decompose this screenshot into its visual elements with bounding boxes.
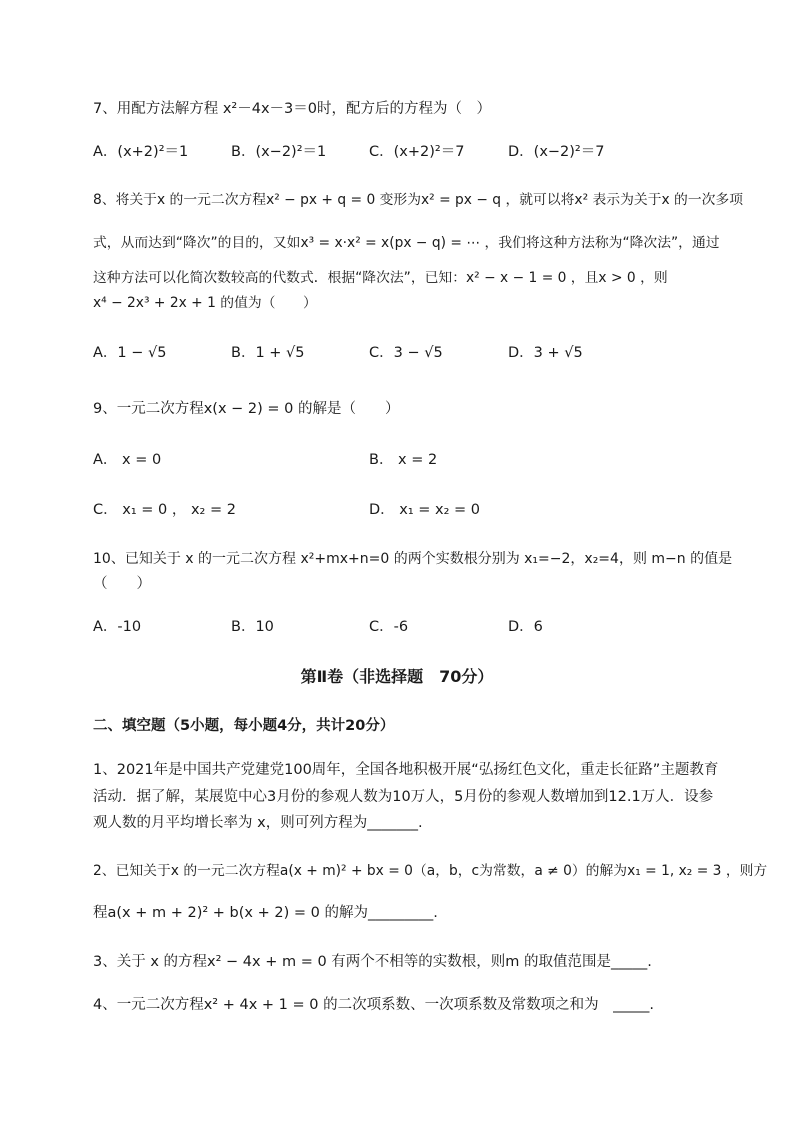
q10-option-a: A．-10 xyxy=(93,619,142,635)
part-2-title: 第Ⅱ卷（非选择题 70分） xyxy=(300,667,494,686)
q9-option-c: C． x₁ = 0 ， x₂ = 2 xyxy=(93,502,236,518)
q9-stem: 9、一元二次方程x(x − 2) = 0 的解是（ ） xyxy=(93,401,400,417)
q9-option-d: D． x₁ = x₂ = 0 xyxy=(369,502,481,518)
q8-option-c: C．3 − √5 xyxy=(369,345,443,361)
q9-option-a: A． x = 0 xyxy=(93,452,162,468)
fill-2-line-1: 2、已知关于x 的一元二次方程a(x + m)² + bx = 0（a，b，c为常数，a ≠ 0）的解为x₁ = 1, x₂ = 3 ，则方 xyxy=(93,863,768,879)
q7-option-d: D．(x−2)²＝7 xyxy=(508,144,605,160)
fill-1-line-3: 观人数的月平均增长率为 x，则可列方程为_______. xyxy=(93,815,423,831)
q8-stem-line-2: 式，从而达到“降次”的目的，又如x³ = x·x² = x(px − q) = ⋯ ，我们将这种方法称为“降次法”，通过 xyxy=(93,235,720,251)
q8-stem-line-4: x⁴ − 2x³ + 2x + 1 的值为（ ） xyxy=(93,295,317,311)
fill-1-line-1: 1、2021年是中国共产党建党100周年，全国各地积极开展“弘扬红色文化，重走长征路”主题教育 xyxy=(93,762,719,778)
fill-4-line-1: 4、一元二次方程x² + 4x + 1 = 0 的二次项系数、一次项系数及常数项之和为 _____. xyxy=(93,997,654,1013)
q7-option-a: A．(x+2)²＝1 xyxy=(93,144,189,160)
q9-option-b: B． x = 2 xyxy=(369,452,438,468)
q7-option-b: B．(x−2)²＝1 xyxy=(231,144,327,160)
q8-option-d: D．3 + √5 xyxy=(508,345,583,361)
fill-3-line-1: 3、关于 x 的方程x² − 4x + m = 0 有两个不相等的实数根，则m 的取值范围是_____. xyxy=(93,954,652,970)
q8-stem-line-1: 8、将关于x 的一元二次方程x² − px + q = 0 变形为x² = px − q ，就可以将x² 表示为关于x 的一次多项 xyxy=(93,192,744,208)
q10-option-c: C．-6 xyxy=(369,619,409,635)
fill-2-line-2: 程a(x + m + 2)² + b(x + 2) = 0 的解为_________. xyxy=(93,905,438,921)
q10-stem-line-2: （ ） xyxy=(93,576,151,592)
q8-stem-line-3: 这种方法可以化简次数较高的代数式．根据“降次法”，已知：x² − x − 1 = 0 ，且x > 0 ，则 xyxy=(93,270,668,286)
q8-option-b: B．1 + √5 xyxy=(231,345,305,361)
fill-1-line-2: 活动．据了解，某展览中心3月份的参观人数为10万人，5月份的参观人数增加到12.1万人．设参 xyxy=(93,789,714,805)
section-2-title: 二、填空题（5小题，每小题4分，共计20分） xyxy=(93,718,395,734)
q10-option-d: D．6 xyxy=(508,619,543,635)
q10-option-b: B．10 xyxy=(231,619,274,635)
q7-stem: 7、用配方法解方程 x²－4x－3＝0时，配方后的方程为（ ） xyxy=(93,101,491,117)
q8-option-a: A．1 − √5 xyxy=(93,345,167,361)
q10-stem-line-1: 10、已知关于 x 的一元二次方程 x²+mx+n=0 的两个实数根分别为 x₁=−2，x₂=4，则 m−n 的值是 xyxy=(93,551,733,567)
q7-option-c: C．(x+2)²＝7 xyxy=(369,144,465,160)
